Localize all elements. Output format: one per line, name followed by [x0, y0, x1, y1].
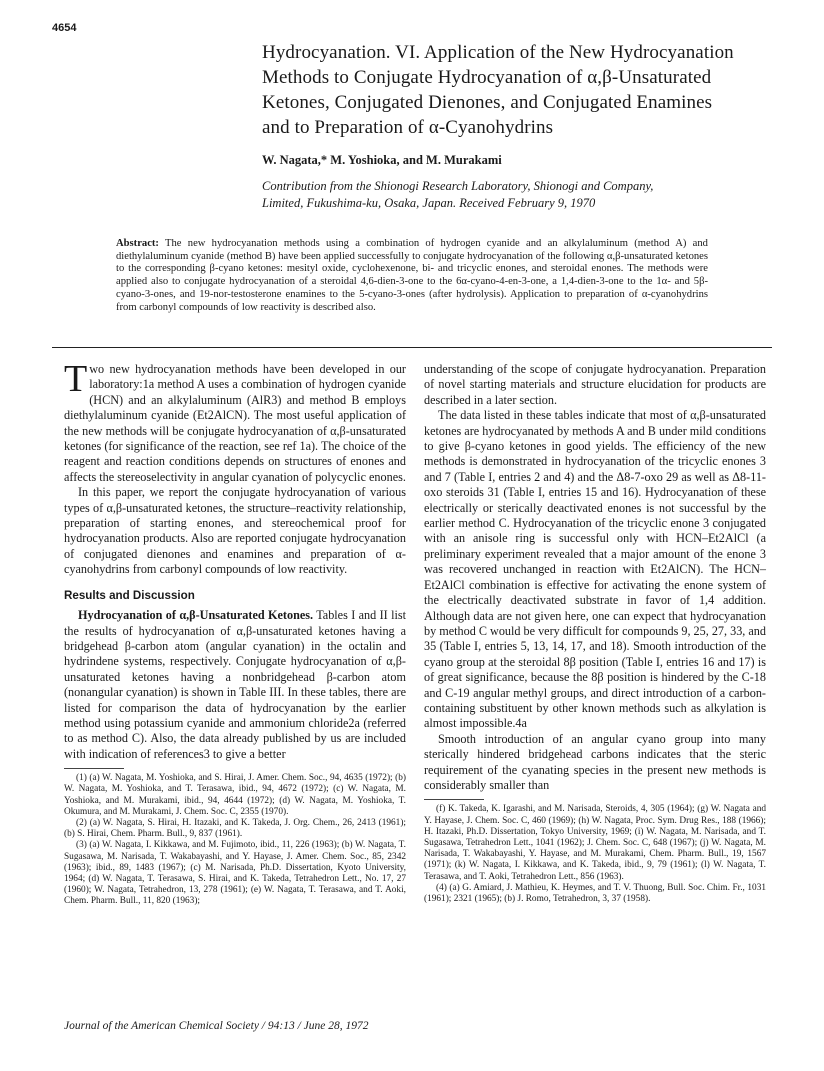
abstract-label: Abstract: — [116, 238, 159, 249]
journal-footer: Journal of the American Chemical Society / 94:13 / June 28, 1972 — [64, 1020, 369, 1032]
footnote: (f) K. Takeda, K. Igarashi, and M. Narisada, Steroids, 4, 305 (1964); (g) W. Nagata and Y. Hayase, J. Chem. Soc. C, 460 (1969); (h) W. Nagata, Proc. Sym. Drug Res., 188 (1966); H. Itazaki, Ph.D. Dissertation, Tokyo University, 1969; (i) W. Nagata, M. Narisada, and T. Sugasawa, Tetrahedron Lett., 1041 (1962); J. Chem. Soc. C, 648 (1967); (j) W. Nagata, M. Narisada, T. Wakabayashi, Y. Hayase, and M. Murakami, Chem. Pharm. Bull., 19, 1567 (1971); (k) W. Nagata, I. Kikkawa, and K. Takeda, ibid., 9, 79 (1961); (l) W. Nagata, T. Terasawa, and T. Aoki, Tetrahedron Lett., 856 (1963). — [424, 804, 766, 882]
footnote: (4) (a) G. Amiard, J. Mathieu, K. Heymes, and T. V. Thuong, Bull. Soc. Chim. Fr., 1031 (1961); 2321 (1965); (b) J. Romo, Tetrahedron, 3, 37 (1958). — [424, 882, 766, 904]
body-paragraph — [64, 358, 406, 485]
body-paragraph: The data listed in these tables indicate that most of α,β-unsaturated ketones are hydrocyanated by methods A and B under mild conditions to give β-cyano ketones in good yields. The efficiency of the new methods is demonstrated in hydrocyanation of the tricyclic enones 3 and 7 (Table I, entries 2 and 4) and the Δ8-7-oxo 29 as well as Δ8-11-oxo steroids 31 (Table I, entries 15 and 16). Hydrocyanation of these electrically or sterically deactivated enones is not successful by the earlier method C. Hydrocyanation of the tricyclic enone 3 conjugated with an anisole ring is successful only with HCN–Et2AlCl (a preliminary experiment revealed that a major amount of the enone 3 was recovered unchanged in reaction with Et2AlCN). The HCN–Et2AlCl combination is effective for activating the enone system of the electrically deactivated substrate in favor of 1,4 addition. Although data are not given here, one can expect that hydrocyanation by method C would be very difficult for compounds 9, 25, 27, 33, and 35 (Table I, entries 5, 13, 14, 17, and 18). Smooth introduction of the cyano group at the steroidal 8β position (Table I, entries 16 and 17) is of great significance, because the 8β position is hindered by the C-18 and C-19 angular methyl groups, and direct introduction of a carbon-containing substituent by other known methods such as alkylation is almost impossible.4a — [424, 408, 766, 731]
run-in-heading: Hydrocyanation of α,β-Unsaturated Ketones. — [78, 608, 314, 623]
abstract-text: The new hydrocyanation methods using a combination of hydrogen cyanide and an alkylaluminum (method A) and diethylaluminum cyanide (method B) have been applied successfully to conjugate hydrocyanation of the following α,β-unsaturated ketones to the corresponding β-cyano ketones: mesityl oxide, cyclohexenone, bi- and tricyclic enones, and steroidal enones. The methods were applied also to conjugate hydrocyanation of a steroidal 4,6-dien-3-one to the 6α-cyano-4-en-3-one, a 1,4-dien-3-one to the 1α- and 5β-cyano-3-ones, and 19-nor-testosterone enamines to the 5-cyano-3-ones (after hydrolysis). Application to preparation of α-cyanohydrins from carbonyl compounds of low reactivity is described also. — [116, 238, 708, 313]
title-line: Hydrocyanation. VI. Application of the New Hydrocyanation — [262, 42, 734, 63]
section-heading: Results and Discussion — [64, 588, 195, 602]
body-paragraph: In this paper, we report the conjugate hydrocyanation of various types of α,β-unsaturated ketones, the structure–reactivity relationship, preparation of starting enones, and stereochemical proof for hydrocyanation products. Also are reported conjugate hydrocyanation of conjugated dienones and enamines and preparation of α-cyanohydrins from carbonyl compounds of low reactivity. — [64, 485, 406, 577]
footnotes — [424, 804, 766, 905]
drop-cap: T — [64, 358, 88, 400]
footnote-divider — [64, 768, 124, 769]
footnote: (2) (a) W. Nagata, S. Hirai, H. Itazaki, and K. Takeda, J. Org. Chem., 26, 2413 (1961); (b) S. Hirai, Chem. Pharm. Bull., 9, 837 (1961). — [64, 817, 406, 840]
affiliation — [262, 178, 762, 212]
affiliation-line: Limited, Fukushima-ku, Osaka, Japan. Received February 9, 1970 — [262, 196, 596, 210]
abstract-divider — [52, 347, 772, 348]
title-line: Ketones, Conjugated Dienones, and Conjugated Enamines — [262, 92, 713, 113]
paragraph-text: Tables I and II list the results of hydrocyanation of α,β-unsaturated ketones having a bridgehead β-carbon atom (angular cyanation) in the octalin and hydrindene systems, respectively. Conjugate hydrocyanation of α,β-unsaturated ketones having a nonbridgehead β-carbon atom (nonangular cyanation) is shown in Table III. In these tables, there are listed for comparison the data of hydrocyanation by the earlier method using potassium cyanide and ammonium chloride2a (referred to as method C). Also, the data already published by us are included with indication of references3 to give a better — [64, 608, 407, 761]
footnote: (1) (a) W. Nagata, M. Yoshioka, and S. Hirai, J. Amer. Chem. Soc., 94, 4635 (1972); (b) W. Nagata, M. Yoshioka, and T. Terasawa, ibid., 94, 4672 (1972); (c) W. Nagata, M. Yoshioka, and M. Murakami, ibid., 94, 4644 (1972); (d) W. Nagata, M. Yoshioka, T. Okumura, and M. Murakami, J. Chem. Soc. C, 2355 (1970). — [64, 773, 406, 817]
body-paragraph: understanding of the scope of conjugate hydrocyanation. Preparation of novel starting materials and structure elucidation for products are described in a later section. — [424, 362, 766, 407]
abstract — [116, 238, 708, 314]
affiliation-line: Contribution from the Shionogi Research Laboratory, Shionogi and Company, — [262, 179, 654, 193]
title-line: and to Preparation of α-Cyanohydrins — [262, 117, 554, 138]
left-column — [64, 358, 407, 908]
footnotes — [64, 773, 406, 907]
page-number: 4654 — [52, 22, 77, 34]
author-list: W. Nagata,* M. Yoshioka, and M. Murakami — [262, 153, 502, 167]
right-column — [424, 362, 766, 905]
paragraph-text: wo new hydrocyanation methods have been developed in our laboratory:1a method A uses a combination of hydrogen cyanide (HCN) and an alkylaluminum (AlR3) and method B employs diethylaluminum cyanide (Et2AlCN). The most useful application of the new methods will be conjugate hydrocyanation of α,β-unsaturated ketones (for significance of the reaction, see ref 1a). The choice of the reagent and reaction conditions depends on structures of enones and affects the stereoselectivity in angular cyanation of polycyclic enones. — [64, 362, 406, 484]
article-header — [262, 40, 762, 212]
title-line: Methods to Conjugate Hydrocyanation of α,β-Unsaturated — [262, 67, 712, 88]
body-paragraph — [64, 608, 406, 762]
footnote: (3) (a) W. Nagata, I. Kikkawa, and M. Fujimoto, ibid., 11, 226 (1963); (b) W. Nagata, T. Sugasawa, M. Narisada, T. Wakabayashi, and Y. Hayase, J. Amer. Chem. Soc., 85, 2342 (1963); ibid., 89, 1483 (1967); (c) M. Narisada, Ph.D. Dissertation, Kyoto University, 1964; (d) W. Nagata, T. Terasawa, S. Hirai, and K. Takeda, Tetrahedron Lett., No. 17, 27 (1960); W. Nagata, Tetrahedron, 13, 278 (1961); (e) W. Nagata, T. Terasawa, and T. Aoki, Chem. Pharm. Bull., 11, 820 (1963); — [64, 840, 406, 907]
article-title — [262, 40, 762, 140]
footnote-divider — [424, 799, 484, 800]
body-paragraph: Smooth introduction of an angular cyano group into many sterically hindered bridgehead carbons indicates that the steric requirement of the cyanating species in the present new methods is considerably smaller than — [424, 731, 766, 792]
